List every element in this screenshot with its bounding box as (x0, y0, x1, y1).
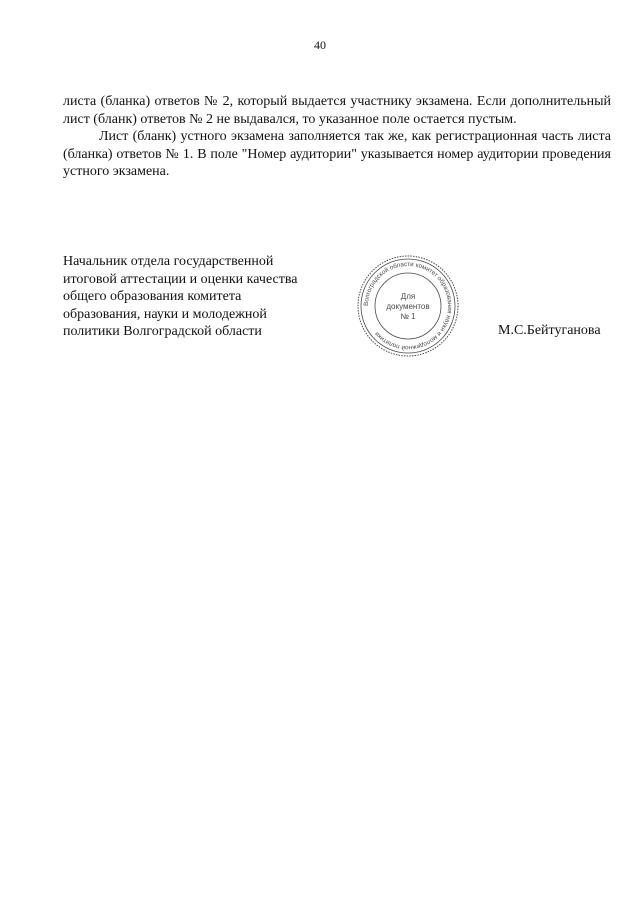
paragraph-2: Лист (бланк) устного экзамена заполняется так же, как регистрационная часть листа (бланка) ответов № 1. В поле "Номер аудитории" указывается номер аудитории проведения устного экзамена. (63, 129, 611, 179)
stamp-center-line-2: документов (386, 302, 430, 311)
body-text (63, 93, 611, 181)
signer-name: М.С.Бейтуганова (498, 323, 601, 338)
position-line: общего образования комитета (63, 289, 242, 304)
signature-position (63, 253, 297, 341)
page-number: 40 (314, 38, 326, 52)
stamp-ring-text: Волгоградской области комитет образования науки и молодежной политики (362, 260, 454, 352)
position-line: итоговой аттестации и оценки качества (63, 271, 298, 287)
stamp-center-line-3: № 1 (400, 312, 416, 321)
stamp-center-line-1: Для (400, 292, 416, 301)
position-line: политики Волгоградской области (63, 324, 262, 339)
position-line: образования, науки и молодежной (63, 306, 267, 322)
official-stamp (356, 254, 460, 358)
paragraph-1: листа (бланка) ответов № 2, который выдается участнику экзамена. Если дополнительный лист (бланк) ответов № 2 не выдавался, то указанное поле остается пустым. (63, 94, 611, 127)
position-line: Начальник отдела государственной (63, 254, 274, 269)
